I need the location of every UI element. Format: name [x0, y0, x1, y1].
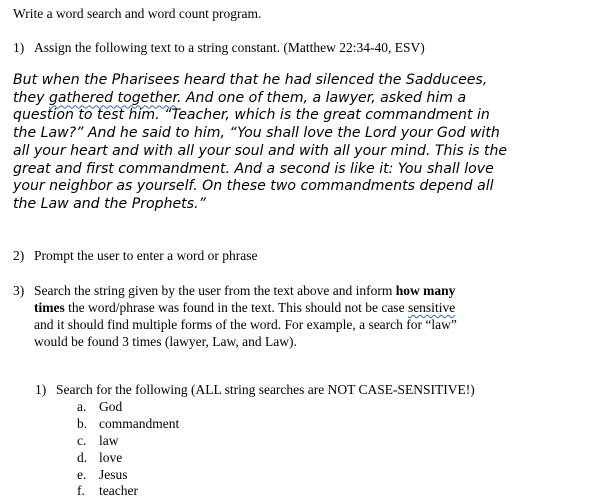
- sub-list-text: teacher: [99, 483, 138, 498]
- grammar-squiggle: gathered together: [48, 89, 177, 106]
- sub-list-item: [77, 450, 122, 467]
- list-item-text: would be found 3 times (lawyer, Law, and Law).: [34, 334, 297, 349]
- sub-list-letter: c.: [77, 433, 87, 448]
- list-item-text: Prompt the user to enter a word or phrase: [34, 248, 258, 263]
- sub-list-text: law: [99, 433, 119, 448]
- quote-line: all your heart and with all your soul and with all your mind. This is the: [13, 142, 508, 159]
- sub-list-text: love: [99, 450, 123, 465]
- sub-list-text: Jesus: [99, 467, 128, 482]
- list-item-text: the word/phrase was found in the text. This should not be case: [64, 300, 408, 315]
- list-number: 2): [13, 248, 25, 263]
- quote-line: great and first commandment. And a second is like it: You shall love: [13, 160, 494, 177]
- bold-text: how many: [395, 283, 456, 298]
- list-item-text: and it should find multiple forms of the word. For example, a search for “law”: [34, 317, 457, 332]
- quote-line: But when the Pharisees heard that he had silenced the Sadducees,: [13, 72, 488, 88]
- sub-list-text: God: [99, 399, 123, 414]
- sub-list-item: [77, 483, 138, 500]
- list-number: 1): [35, 382, 47, 397]
- list-item-2: [13, 248, 257, 264]
- list-number: 3): [13, 283, 25, 298]
- sub-list-item: [77, 433, 119, 450]
- quote-line: question to test him. “Teacher, which is the great commandment in: [13, 107, 490, 124]
- sub-list-letter: f.: [77, 483, 85, 498]
- list-item-text: Assign the following text to a string constant. (Matthew 22:34-40, ESV): [34, 40, 425, 55]
- list-item-text: Search the string given by the user from the text above and inform: [34, 283, 396, 298]
- list-number: 1): [13, 40, 25, 55]
- quote-fragment: . And one of them, a lawyer, asked him a: [176, 89, 467, 106]
- bold-text: times: [34, 300, 65, 315]
- spelling-squiggle: sensitive: [407, 300, 456, 315]
- sub-list-letter: e.: [77, 467, 87, 482]
- sub-list-letter: b.: [77, 416, 88, 431]
- quote-line: your neighbor as yourself. On these two commandments depend all: [13, 178, 494, 195]
- list-item-search: [35, 382, 475, 398]
- intro-text: Write a word search and word count program.: [13, 6, 262, 21]
- quote-line: the Law?” And he said to him, “You shall love the Lord your God with: [13, 125, 500, 142]
- sub-list-letter: a.: [77, 399, 87, 414]
- sub-list-item: [77, 399, 122, 416]
- list-item-1: [13, 40, 425, 56]
- sub-list-text: commandment: [99, 416, 180, 431]
- quote-line: the Law and the Prophets.”: [13, 195, 206, 212]
- sub-list-item: [77, 416, 179, 433]
- list-item-text: Search for the following (ALL string searches are NOT CASE-SENSITIVE!): [56, 382, 475, 397]
- quote-fragment: they: [13, 89, 49, 106]
- scripture-quote: [13, 72, 573, 214]
- quote-line: [13, 90, 573, 108]
- list-item-3: [13, 282, 457, 350]
- sub-list-item: [77, 467, 128, 484]
- sub-list-letter: d.: [77, 450, 88, 465]
